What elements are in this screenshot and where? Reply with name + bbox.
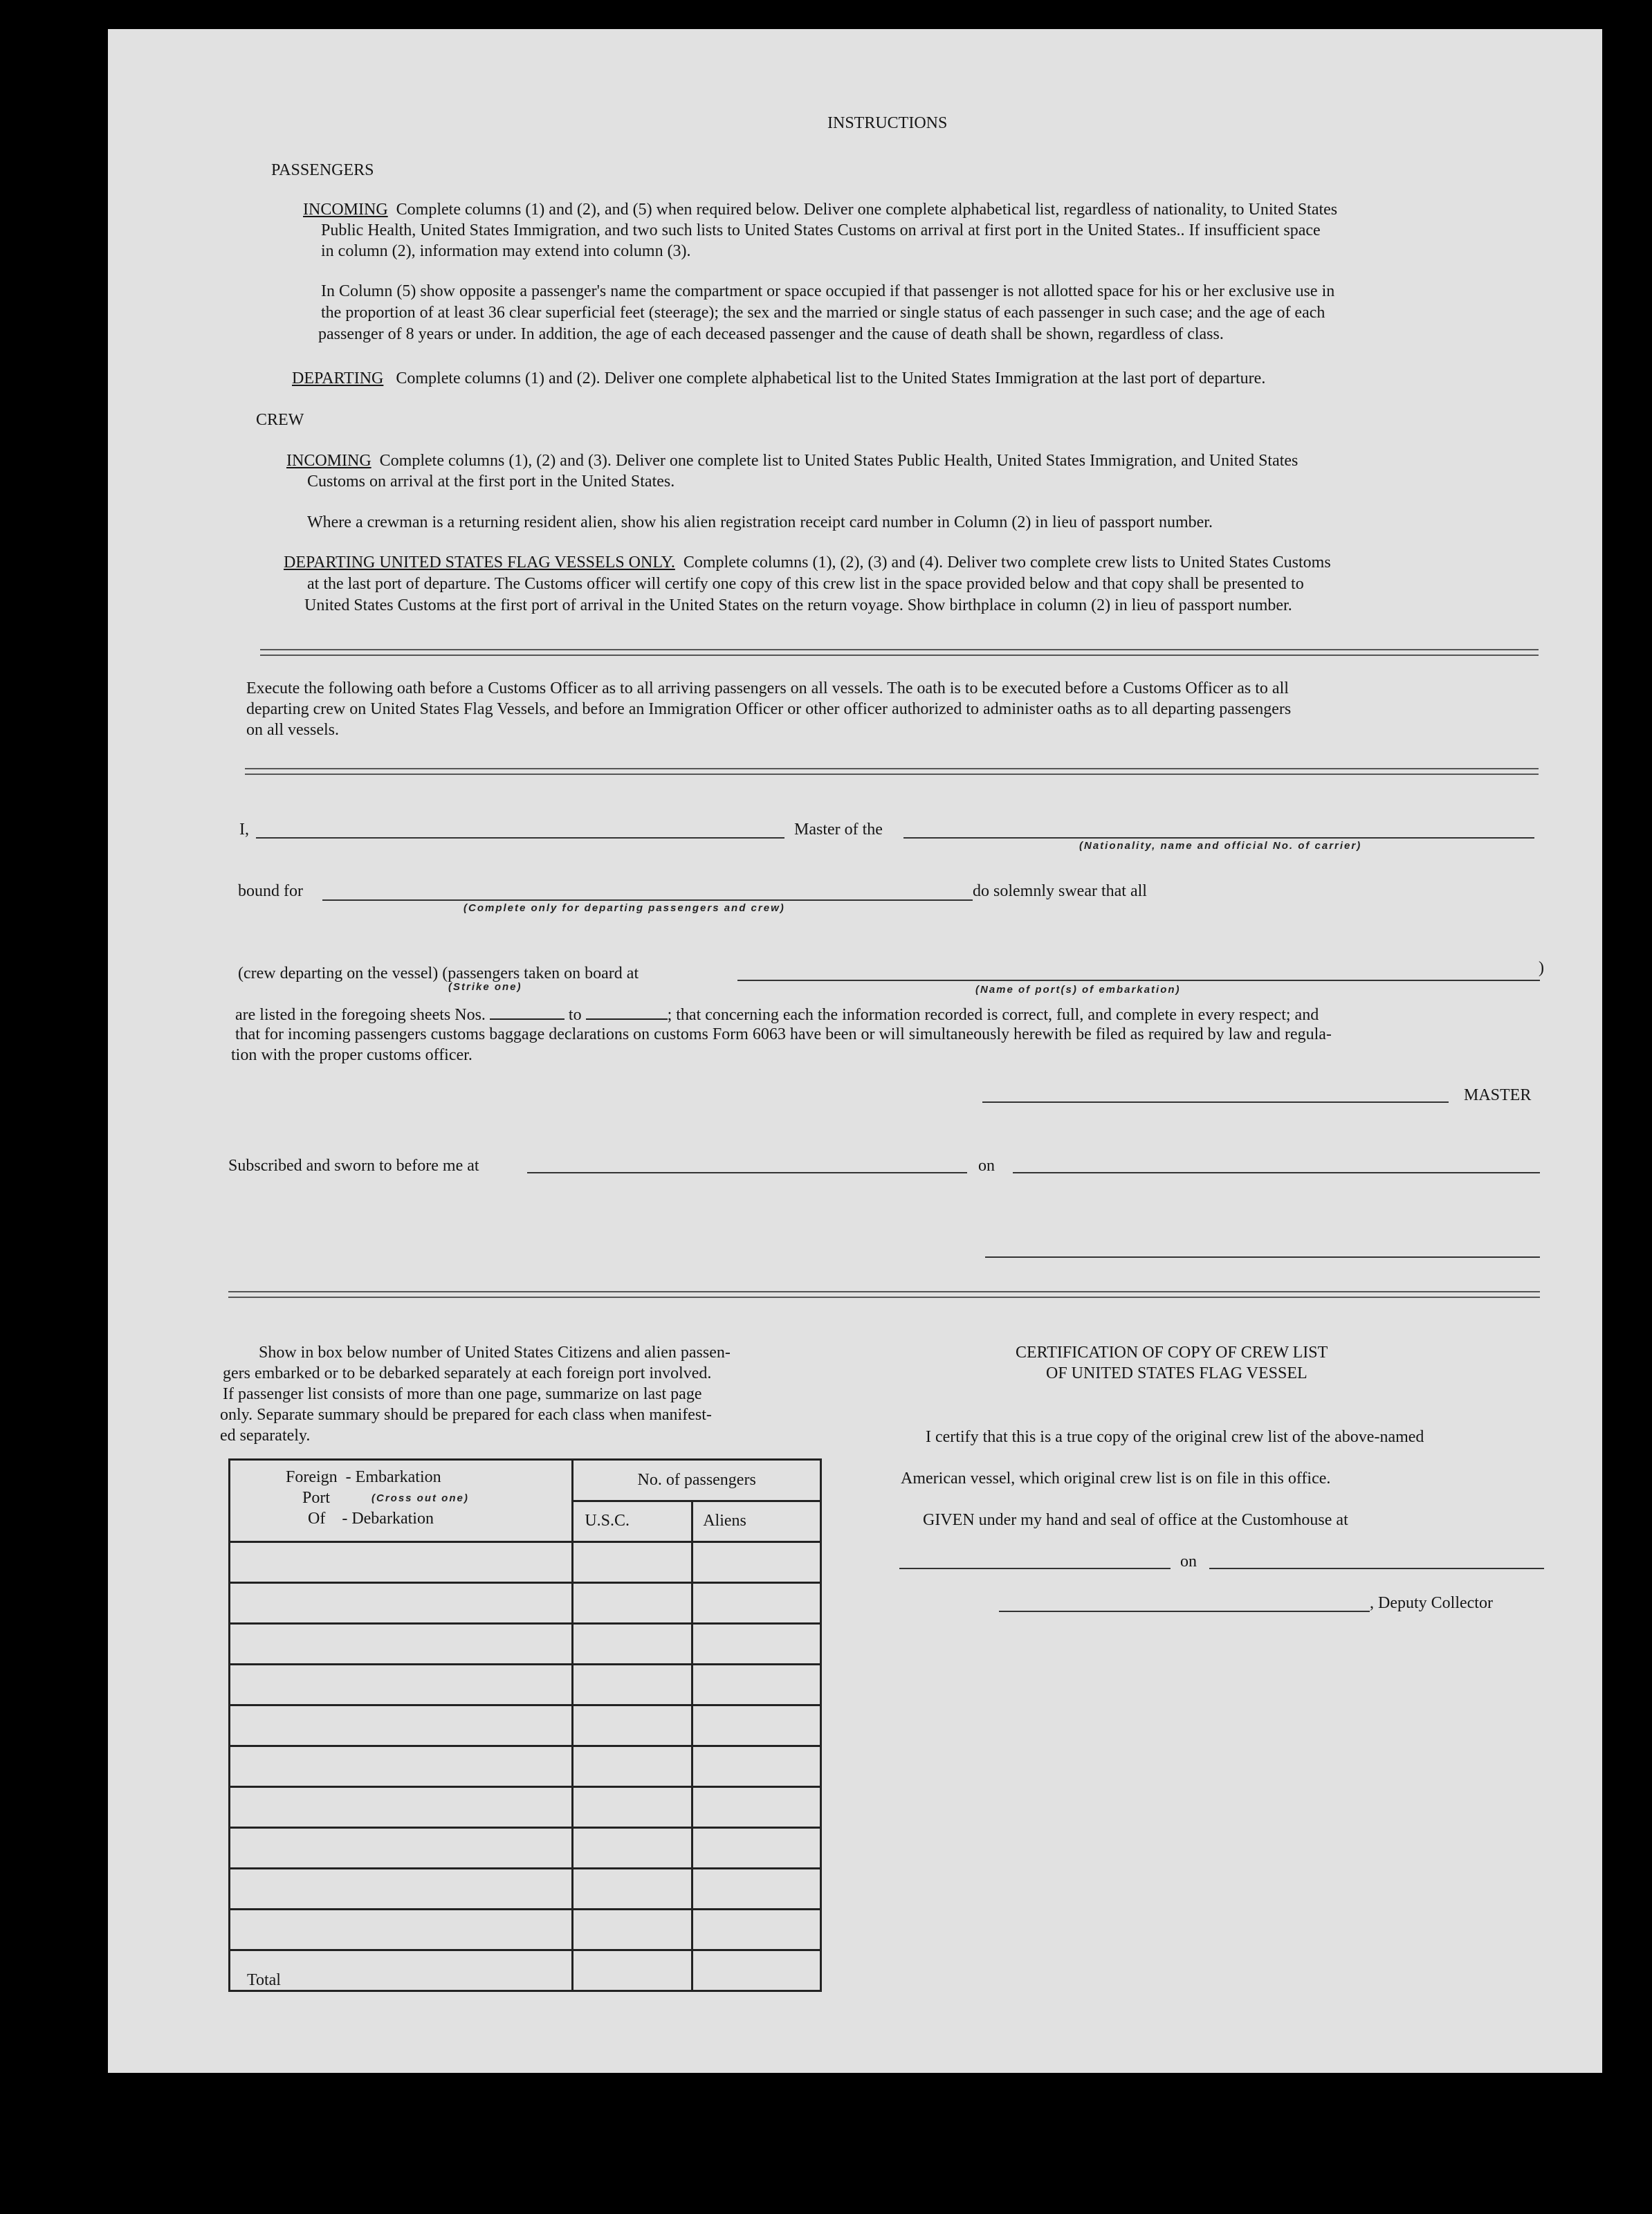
passengers-incoming-label: INCOMING	[303, 201, 388, 219]
port-cell[interactable]	[230, 1910, 573, 1950]
certification-date-field[interactable]	[1209, 1568, 1544, 1569]
usc-cell[interactable]	[573, 1665, 692, 1705]
aliens-cell[interactable]	[692, 1746, 821, 1787]
certification-title-2: OF UNITED STATES FLAG VESSEL	[1046, 1364, 1307, 1382]
of-label: Of	[308, 1510, 326, 1528]
crew-departing-text1: Complete columns (1), (2), (3) and (4). Deliver two complete crew lists to United States Customs	[683, 554, 1331, 571]
usc-header: U.S.C.	[573, 1501, 692, 1542]
summary-line4: only. Separate summary should be prepared for each class when manifest-	[220, 1406, 712, 1424]
table-row	[230, 1665, 821, 1705]
sworn-place-field[interactable]	[527, 1172, 967, 1173]
passengers-incoming-text1: Complete columns (1) and (2), and (5) when required below. Deliver one complete alphabetical list, regardless of nationality, to United States	[396, 201, 1338, 219]
sworn-date-field[interactable]	[1013, 1172, 1540, 1173]
table-row	[230, 1869, 821, 1910]
deputy-collector-label: , Deputy Collector	[1370, 1594, 1493, 1612]
usc-cell[interactable]	[573, 1624, 692, 1665]
section-divider-1	[260, 649, 1539, 656]
port-cell[interactable]	[230, 1828, 573, 1869]
crew-departing-line2: at the last port of departure. The Customs officer will certify one copy of this crew list in the space provided below and that copy shall be presented to	[307, 575, 1304, 593]
summary-line5: ed separately.	[220, 1427, 311, 1445]
table-row	[230, 1624, 821, 1665]
master-name-field[interactable]	[256, 837, 784, 839]
aliens-cell[interactable]	[692, 1542, 821, 1583]
aliens-cell[interactable]	[692, 1665, 821, 1705]
deputy-signature-field[interactable]	[999, 1611, 1370, 1612]
crew-departing-line3: United States Customs at the first port of arrival in the United States on the return voyage. Show birthplace in column (2) in lieu of passport number.	[304, 596, 1292, 614]
aliens-cell[interactable]	[692, 1869, 821, 1910]
passengers-incoming-line1	[303, 199, 1337, 221]
sheet-to-field[interactable]	[586, 1003, 668, 1020]
page-title: INSTRUCTIONS	[827, 114, 948, 132]
port-header-cell	[230, 1460, 573, 1542]
master-label: MASTER	[1464, 1086, 1532, 1104]
officer-signature-field[interactable]	[985, 1256, 1540, 1258]
port-cell[interactable]	[230, 1542, 573, 1583]
port-cell[interactable]	[230, 1787, 573, 1828]
bound-for-caption: (Complete only for departing passengers and crew)	[464, 902, 785, 914]
port-cell[interactable]	[230, 1624, 573, 1665]
cross-out-caption: (Cross out one)	[371, 1492, 469, 1504]
usc-cell[interactable]	[573, 1583, 692, 1624]
listed-line3: tion with the proper customs officer.	[231, 1046, 472, 1064]
master-signature-field[interactable]	[982, 1101, 1449, 1103]
debarkation-label: - Debarkation	[342, 1510, 434, 1528]
customhouse-field[interactable]	[899, 1568, 1171, 1569]
table-row	[230, 1828, 821, 1869]
oath-i-label: I,	[239, 821, 249, 839]
crew-incoming-label: INCOMING	[286, 452, 371, 470]
bound-for-field[interactable]	[322, 899, 973, 901]
listed-text-a: are listed in the foregoing sheets Nos.	[235, 1006, 486, 1024]
table-row	[230, 1583, 821, 1624]
total-label: Total	[230, 1950, 573, 1991]
crew-incoming-line2: Customs on arrival at the first port in the United States.	[307, 473, 675, 491]
sheet-from-field[interactable]	[490, 1003, 565, 1020]
aliens-cell[interactable]	[692, 1910, 821, 1950]
column5-line3: passenger of 8 years or under. In addition, the age of each deceased passenger and the cause of death shall be shown, regardless of class.	[318, 325, 1224, 343]
table-row	[230, 1787, 821, 1828]
column5-line1: In Column (5) show opposite a passenger's name the compartment or space occupied if that passenger is not allotted space for his or her exclusive use in	[321, 282, 1335, 300]
crew-departing-line1	[284, 552, 1331, 574]
listed-to: to	[568, 1006, 582, 1024]
aliens-header: Aliens	[692, 1501, 821, 1542]
passengers-departing-label: DEPARTING	[292, 369, 384, 387]
aliens-cell[interactable]	[692, 1787, 821, 1828]
certification-on-label: on	[1180, 1553, 1197, 1571]
total-usc-cell[interactable]	[573, 1950, 692, 1991]
bound-for-label: bound for	[238, 882, 303, 900]
aliens-cell[interactable]	[692, 1583, 821, 1624]
table-row	[230, 1910, 821, 1950]
vessel-field[interactable]	[903, 837, 1534, 839]
port-cell[interactable]	[230, 1869, 573, 1910]
strike-one-caption: (Strike one)	[448, 981, 522, 993]
given-line: GIVEN under my hand and seal of office at the Customhouse at	[923, 1511, 1348, 1529]
aliens-cell[interactable]	[692, 1624, 821, 1665]
table-row	[230, 1542, 821, 1583]
embarkation-label: - Embarkation	[345, 1468, 441, 1486]
total-aliens-cell[interactable]	[692, 1950, 821, 1991]
port-cell[interactable]	[230, 1583, 573, 1624]
aliens-cell[interactable]	[692, 1705, 821, 1746]
passenger-summary-table	[228, 1458, 822, 1992]
listed-line1	[235, 1003, 1319, 1026]
section-divider-2	[245, 768, 1539, 775]
port-cell[interactable]	[230, 1746, 573, 1787]
nationality-caption: (Nationality, name and official No. of carrier)	[1079, 840, 1362, 852]
ports-caption: (Name of port(s) of embarkation)	[975, 984, 1181, 996]
usc-cell[interactable]	[573, 1787, 692, 1828]
summary-line1: Show in box below number of United States Citizens and alien passen-	[259, 1344, 731, 1362]
usc-cell[interactable]	[573, 1910, 692, 1950]
swear-text: do solemnly swear that all	[973, 882, 1147, 900]
listed-text-b: ; that concerning each the information recorded is correct, full, and complete in every respect; and	[667, 1006, 1319, 1024]
port-cell[interactable]	[230, 1705, 573, 1746]
port-cell[interactable]	[230, 1665, 573, 1705]
table-row	[230, 1705, 821, 1746]
summary-line2: gers embarked or to be debarked separately at each foreign port involved.	[223, 1364, 712, 1382]
oath-intro-line3: on all vessels.	[246, 721, 339, 739]
aliens-cell[interactable]	[692, 1828, 821, 1869]
no-passengers-header: No. of passengers	[573, 1460, 821, 1501]
oath-intro-line2: departing crew on United States Flag Vessels, and before an Immigration Officer or other officer authorized to administer oaths as to all departing passengers	[246, 700, 1292, 718]
passengers-departing-text: Complete columns (1) and (2). Deliver one complete alphabetical list to the United States Immigration at the last port of departure.	[396, 369, 1266, 387]
crew-incoming-line1	[286, 450, 1298, 472]
certify-line1: I certify that this is a true copy of the original crew list of the above-named	[926, 1428, 1424, 1446]
crew-alien-note: Where a crewman is a returning resident alien, show his alien registration receipt card number in Column (2) in lieu of passport number.	[307, 513, 1213, 531]
passengers-incoming-line3: in column (2), information may extend into column (3).	[321, 242, 691, 260]
embarkation-ports-field[interactable]	[737, 980, 1540, 981]
usc-cell[interactable]	[573, 1746, 692, 1787]
subscribed-on-label: on	[978, 1157, 995, 1175]
master-of-the-label: Master of the	[794, 821, 883, 839]
crew-incoming-text1: Complete columns (1), (2) and (3). Deliver one complete list to United States Public Health, United States Immigration, and United States	[379, 452, 1298, 470]
port-label: Port	[302, 1489, 331, 1507]
table-row	[230, 1746, 821, 1787]
passengers-heading: PASSENGERS	[271, 161, 374, 179]
usc-cell[interactable]	[573, 1828, 692, 1869]
listed-line2: that for incoming passengers customs baggage declarations on customs Form 6063 have been or will simultaneously herewith be filed as required by law and regula-	[235, 1025, 1332, 1043]
certification-title-1: CERTIFICATION OF COPY OF CREW LIST	[1016, 1344, 1328, 1362]
crew-departing-text: (crew departing on the vessel) (passengers taken on board at	[238, 964, 639, 982]
certify-line2: American vessel, which original crew list is on file in this office.	[901, 1470, 1331, 1488]
foreign-label: Foreign	[286, 1468, 338, 1486]
passengers-incoming-line2: Public Health, United States Immigration, and two such lists to United States Customs on arrival at first port in the United States.. If insufficient space	[321, 221, 1321, 239]
subscribed-label: Subscribed and sworn to before me at	[228, 1157, 479, 1175]
crew-departing-label: DEPARTING UNITED STATES FLAG VESSELS ONLY.	[284, 554, 675, 571]
usc-cell[interactable]	[573, 1705, 692, 1746]
total-row	[230, 1950, 821, 1991]
crew-heading: CREW	[256, 411, 304, 429]
usc-cell[interactable]	[573, 1869, 692, 1910]
column5-line2: the proportion of at least 36 clear superficial feet (steerage); the sex and the married or single status of each passenger in such case; and the age of each	[321, 304, 1325, 322]
passengers-departing	[292, 368, 1265, 390]
close-paren: )	[1539, 959, 1544, 977]
summary-line3: If passenger list consists of more than one page, summarize on last page	[223, 1385, 702, 1403]
section-divider-3	[228, 1291, 1540, 1298]
oath-intro-line1: Execute the following oath before a Customs Officer as to all arriving passengers on all vessels. The oath is to be executed before a Customs Officer as to all	[246, 679, 1289, 697]
usc-cell[interactable]	[573, 1542, 692, 1583]
